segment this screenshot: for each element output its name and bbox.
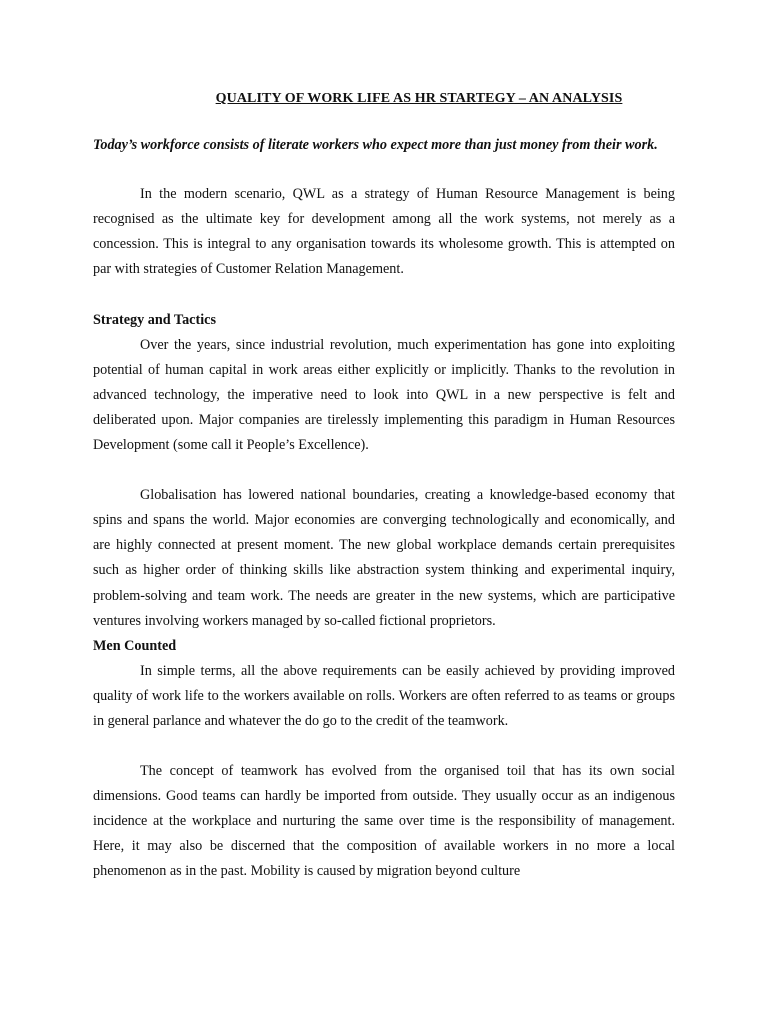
paragraph-globalisation: Globalisation has lowered national boundaries, creating a knowledge-based economy that spins and spans the world. Major economies are converging technologically and economically, and are highly connected at present moment. The new global workplace demands certain prerequisites such as higher order of thinking skills like abstraction system thinking and experimental inquiry, problem-solving and team work. The needs are greater in the new systems, which are participative ventures involving workers managed by so-called fictional proprietors. [93, 487, 675, 629]
lead-statement: Today’s workforce consists of literate workers who expect more than just money from their work. [93, 137, 658, 154]
heading-men-counted: Men Counted [93, 637, 177, 654]
paragraph-men-counted: In simple terms, all the above requirements can be easily achieved by providing improved quality of work life to the workers available on rolls. Workers are often referred to as teams or groups in general parlance and whatever the do go to the credit of the teamwork. [93, 662, 675, 729]
paragraph-teamwork: The concept of teamwork has evolved from the organised toil that has its own social dimensions. Good teams can hardly be imported from outside. They usually occur as an indigenous incidence at the workplace and nurturing the same over time is the responsibility of management. Here, it may also be discerned that the composition of available workers in no more a local phenomenon as in the past. Mobility is caused by migration beyond culture [93, 763, 675, 880]
document-title: QUALITY OF WORK LIFE AS HR STARTEGY – AN ANALYSIS [215, 91, 623, 106]
heading-strategy-and-tactics: Strategy and Tactics [93, 311, 216, 328]
document-page [93, 86, 675, 885]
paragraph-intro: In the modern scenario, QWL as a strategy of Human Resource Management is being recognised as the ultimate key for development among all the work systems, not merely as a concession. This is integral to any organisation towards its wholesome growth. This is attempted on par with strategies of Customer Relation Management. [93, 186, 675, 278]
paragraph-strategy: Over the years, since industrial revolution, much experimentation has gone into exploiting potential of human capital in work areas either explicitly or implicitly. Thanks to the revolution in advanced technology, the imperative need to look into QWL in a new perspective is felt and deliberated upon. Major companies are tirelessly implementing this paradigm in Human Resources Development (some call it People’s Excellence). [93, 336, 675, 454]
